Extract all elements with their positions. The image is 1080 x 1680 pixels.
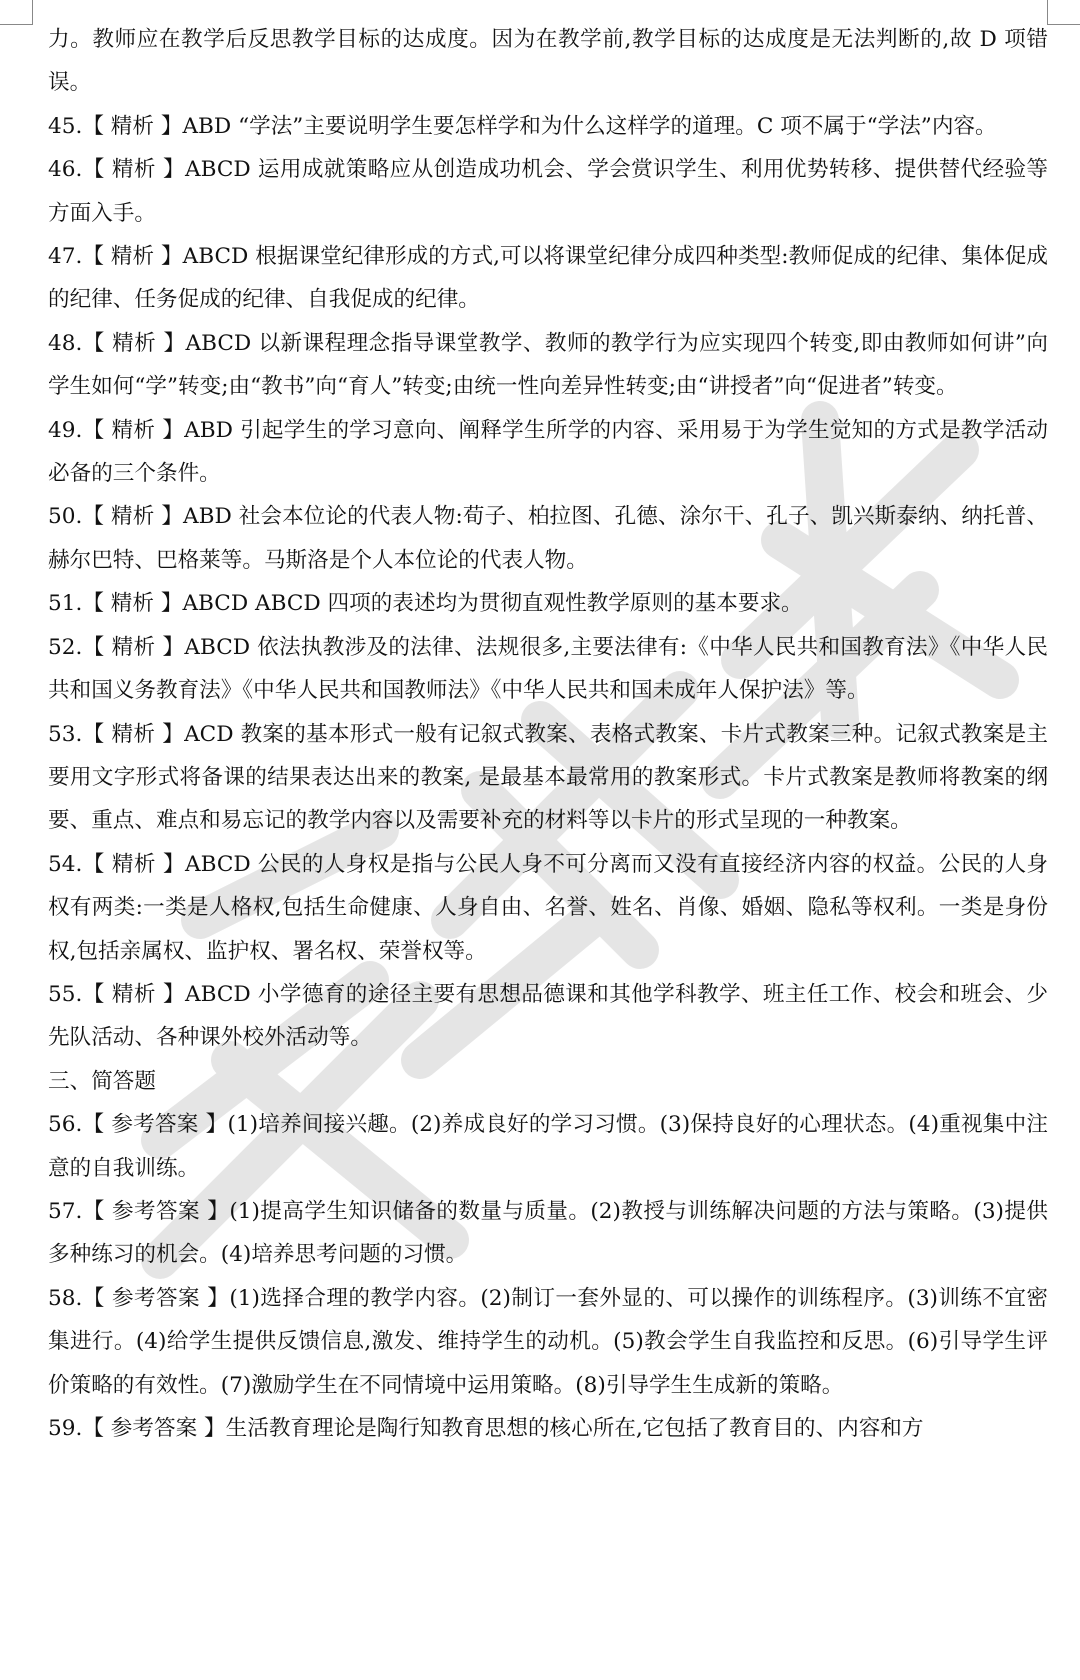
answer-paragraph: 55.【 精析 】ABCD 小学德育的途径主要有思想品德课和其他学科教学、班主任工作、校会和班会、少先队活动、各种课外校外活动等。 xyxy=(48,981,1048,1051)
answer-paragraph: 48.【 精析 】ABCD 以新课程理念指导课堂教学、教师的教学行为应实现四个转变,即由教师如何讲”向学生如何“学”转变;由“教书”向“育人”转变;由统一性向差异性转变;由“讲授者”向“促进者”转变。 xyxy=(48,330,1048,400)
answer-paragraph: 力。教师应在教学后反思教学目标的达成度。因为在教学前,教学目标的达成度是无法判断的,故 D 项错误。 xyxy=(48,27,1048,96)
answer-paragraph: 57.【 参考答案 】(1)提高学生知识储备的数量与质量。(2)教授与训练解决问题的方法与策略。(3)提供多种练习的机会。(4)培养思考问题的习惯。 xyxy=(48,1198,1048,1268)
answer-paragraph: 52.【 精析 】ABCD 依法执教涉及的法律、法规很多,主要法律有:《中华人民共和国教育法》《中华人民共和国义务教育法》《中华人民共和国教师法》《中华人民共和国未成年人保护法》等。 xyxy=(48,634,1048,704)
answer-paragraph: 53.【 精析 】ACD 教案的基本形式一般有记叙式教案、表格式教案、卡片式教案三种。记叙式教案是主要用文字形式将备课的结果表达出来的教案, 是最基本最常用的教案形式。卡片式教案是教师将教案的纲要、重点、难点和易忘记的教学内容以及需要补充的材料等以卡片的形式呈现的一种教案。 xyxy=(48,721,1048,834)
answer-paragraph: 54.【 精析 】ABCD 公民的人身权是指与公民人身不可分离而又没有直接经济内容的权益。公民的人身权有两类:一类是人格权,包括生命健康、人身自由、名誉、姓名、肖像、婚姻、隐私等权利。一类是身份权,包括亲属权、监护权、署名权、荣誉权等。 xyxy=(48,851,1048,964)
answer-paragraph: 56.【 参考答案 】(1)培养间接兴趣。(2)养成良好的学习习惯。(3)保持良好的心理状态。(4)重视集中注意的自我训练。 xyxy=(48,1112,1048,1181)
document-page xyxy=(48,18,1048,1450)
page-corner-mark-left xyxy=(0,0,33,25)
answer-paragraph: 49.【 精析 】ABD 引起学生的学习意向、阐释学生所学的内容、采用易于为学生觉知的方式是教学活动必备的三个条件。 xyxy=(48,417,1048,487)
answer-paragraph: 59.【 参考答案 】生活教育理论是陶行知教育思想的核心所在,它包括了教育目的、内容和方 xyxy=(48,1416,924,1441)
answer-paragraph: 51.【 精析 】ABCD ABCD 四项的表述均为贯彻直观性教学原则的基本要求。 xyxy=(48,591,803,617)
answer-paragraph: 50.【 精析 】ABD 社会本位论的代表人物:荀子、柏拉图、孔德、涂尔干、孔子、凯兴斯泰纳、纳托普、赫尔巴特、巴格莱等。马斯洛是个人本位论的代表人物。 xyxy=(48,504,1048,573)
answer-paragraph: 58.【 参考答案 】(1)选择合理的教学内容。(2)制订一套外显的、可以操作的训练程序。(3)训练不宜密集进行。(4)给学生提供反馈信息,激发、维持学生的动机。(5)教会学生自我监控和反思。(6)引导学生评价策略的有效性。(7)激励学生在不同情境中运用策略。(8)引导学生生成新的策略。 xyxy=(48,1285,1048,1398)
page-corner-mark-right xyxy=(1047,0,1080,25)
answer-paragraph: 45.【 精析 】ABD “学法”主要说明学生要怎样学和为什么这样学的道理。C 项不属于“学法”内容。 xyxy=(48,113,997,139)
section-heading: 三、简答题 xyxy=(48,1068,156,1094)
answer-paragraph: 47.【 精析 】ABCD 根据课堂纪律形成的方式,可以将课堂纪律分成四种类型:教师促成的纪律、集体促成的纪律、任务促成的纪律、自我促成的纪律。 xyxy=(48,244,1048,313)
answer-paragraph: 46.【 精析 】ABCD 运用成就策略应从创造成功机会、学会赏识学生、利用优势转移、提供替代经验等方面入手。 xyxy=(48,157,1048,226)
